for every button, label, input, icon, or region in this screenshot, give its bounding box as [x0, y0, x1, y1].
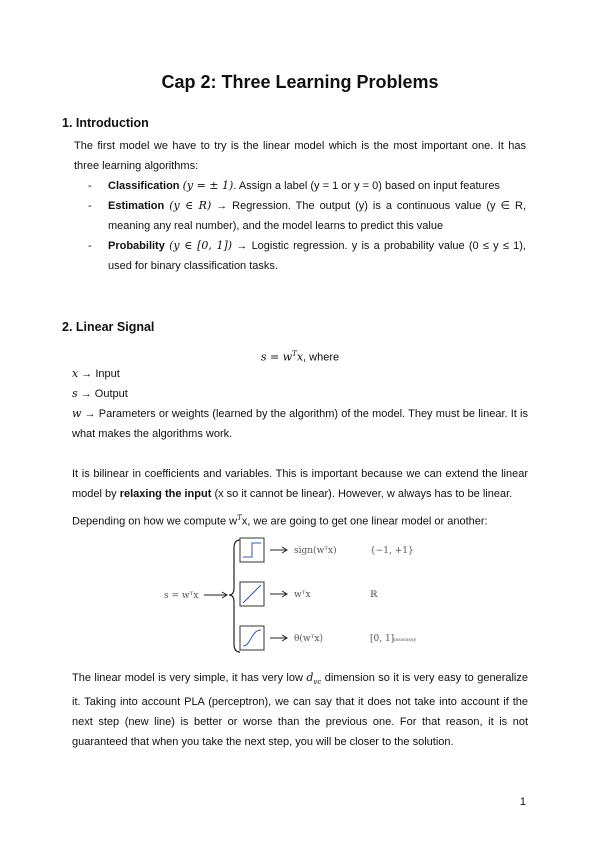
bilinear-text-2: (x so it cannot be linear). However, w always has to be linear. — [211, 488, 513, 500]
bullet-classification — [108, 176, 526, 196]
equation-sup: T — [292, 350, 297, 358]
bullet-label: Estimation — [108, 200, 165, 212]
bullet-math: (y ∈ [0, 1]) — [169, 239, 233, 252]
bullet-probability — [108, 236, 526, 276]
bullet-marker: - — [88, 180, 92, 192]
closing-text-1: The linear model is very simple, it has very low — [72, 672, 307, 684]
def-symbol: x — [72, 367, 79, 380]
closing-paragraph — [72, 668, 528, 752]
bilinear-text-1: It is bilinear in coefficients and variables. This is important because we can extend the linear model by — [72, 468, 528, 500]
bullet-text: . Assign a label (y = 1 or y = 0) based on input features — [233, 180, 500, 192]
def-text: → Output — [77, 388, 128, 400]
linear-models-diagram — [150, 532, 450, 664]
equation-suffix: , where — [303, 351, 340, 364]
def-symbol: w — [72, 407, 82, 420]
bullet-text: → Logistic regression. y is a probability value (0 ≤ y ≤ 1), used for binary classification tasks. — [108, 240, 526, 272]
bullet-math: (y ∈ R) — [169, 199, 212, 212]
page-number: 1 — [519, 796, 526, 808]
intro-paragraph: The first model we have to try is the linear model which is the most important one. It has three learning algorithms: — [74, 140, 526, 172]
depending-tail: x, we are going to get one linear model or another: — [241, 515, 488, 528]
section-heading-linear-signal: 2. Linear Signal — [62, 320, 155, 334]
closing-text-2: dimension so it is very easy to generalize it. Taking into account PLA (perceptron), we can say that it does not take into account if the next step (new line) is better or worse than the previous one. For that reason, it is not guaranteed that when you take the next step, you will be closer to the solution. — [72, 672, 528, 749]
bullet-marker: - — [88, 200, 92, 212]
closing-symbol: d — [306, 671, 314, 684]
row-function: θ(wᵀx) — [294, 634, 323, 644]
depending-text: Depending on how we compute w — [72, 515, 238, 528]
def-input — [72, 364, 120, 384]
depending-paragraph — [72, 508, 532, 532]
equation-x: x — [296, 350, 304, 364]
depending-sup: T — [237, 514, 242, 522]
diagram-brace — [229, 540, 240, 652]
bullet-math: (y = ± 1) — [182, 179, 234, 192]
page-title: Cap 2: Three Learning Problems — [161, 72, 439, 92]
weights-paragraph — [72, 404, 528, 444]
bullet-marker: - — [88, 240, 92, 252]
row-function: wᵀx — [294, 590, 311, 600]
def-symbol: s — [72, 387, 78, 400]
row-range: [0, 1] — [370, 634, 395, 644]
bilinear-bold: relaxing the input — [119, 488, 212, 500]
bullet-text: → Regression. The output (y) is a continuous value (y ∈ R, meaning any real number), and the model learns to predict this value — [108, 200, 527, 232]
equation-lhs: s = w — [260, 350, 293, 364]
bilinear-paragraph — [72, 464, 528, 504]
row-note: ssssssssy — [393, 637, 417, 643]
row-range: {−1, +1} — [370, 546, 414, 556]
row-function: sign(wᵀx) — [294, 546, 337, 556]
section-heading-introduction: 1. Introduction — [62, 116, 149, 130]
row-range: ℝ — [370, 590, 378, 600]
weights-text: → Parameters or weights (learned by the algorithm) of the model. They must be linear. It is what makes the algorithms work. — [72, 408, 528, 440]
def-text: → Input — [78, 368, 120, 380]
closing-subscript: vc — [313, 678, 322, 687]
def-output — [72, 384, 128, 404]
bullet-label: Classification — [108, 180, 180, 192]
bullet-estimation — [108, 196, 526, 236]
diagram-input-label: s = wᵀx — [164, 591, 199, 601]
bullet-label: Probability — [108, 240, 165, 252]
